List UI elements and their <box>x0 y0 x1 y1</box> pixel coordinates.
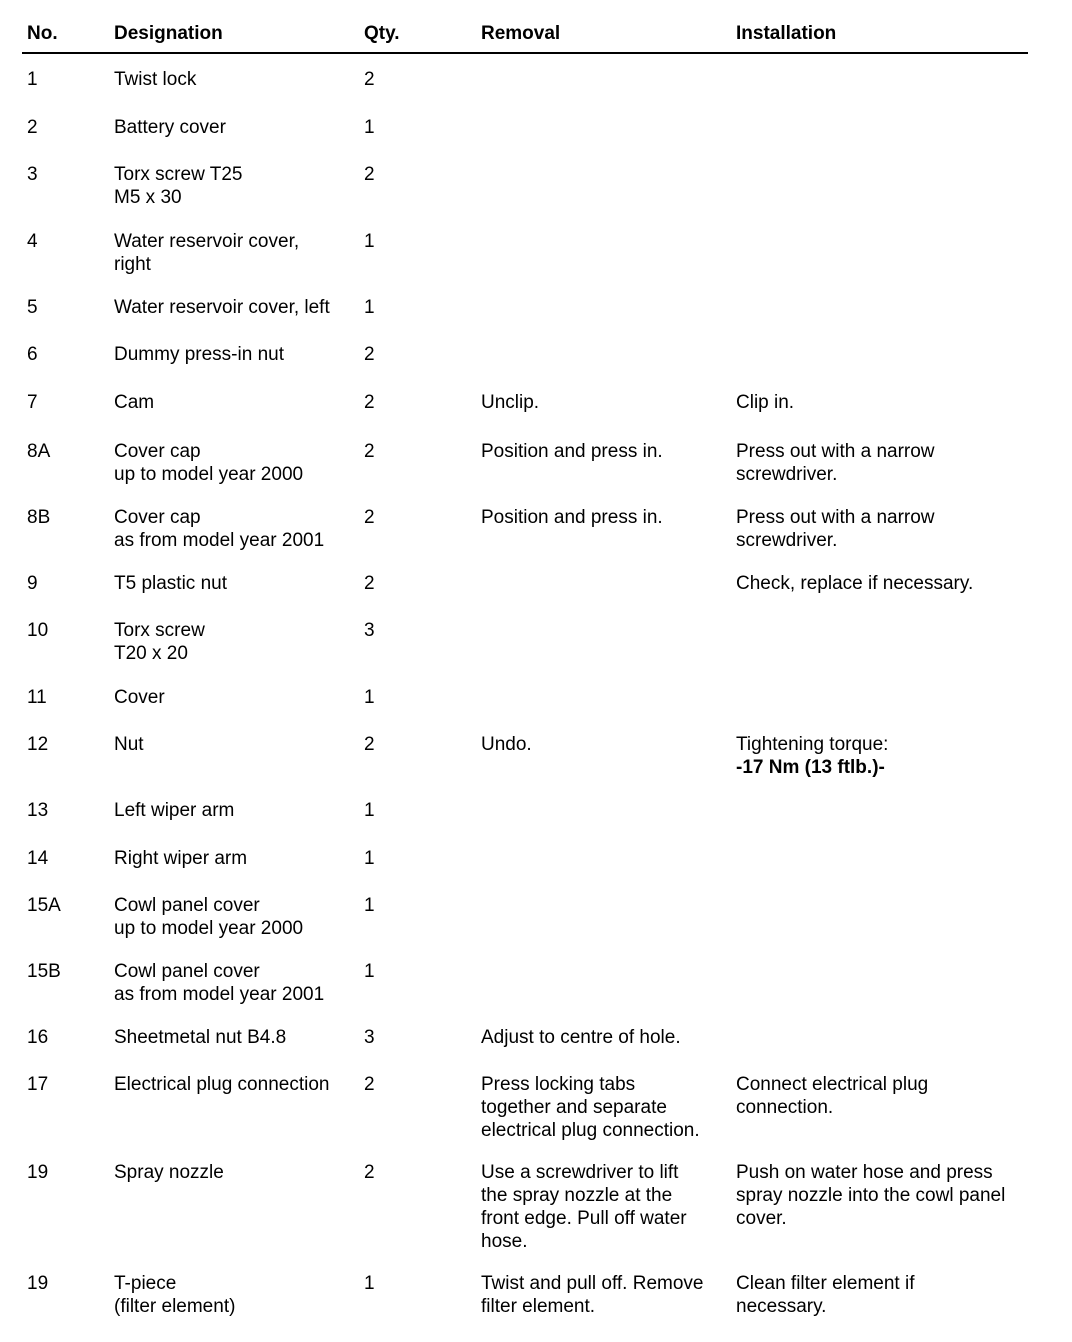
cell-removal: Adjust to centre of hole. <box>481 1027 681 1048</box>
cell-designation: T-piece (filter element) <box>114 1273 236 1317</box>
cell-no: 15A <box>27 895 61 916</box>
cell-installation: Tightening torque: -17 Nm (13 ftlb.)- <box>736 733 1026 779</box>
cell-designation: Cam <box>114 392 155 413</box>
cell-removal: Unclip. <box>481 392 540 413</box>
cell-no: 4 <box>27 231 38 252</box>
cell-no: 12 <box>27 734 49 755</box>
cell-designation: Right wiper arm <box>114 848 248 869</box>
cell-designation: Cover cap up to model year 2000 <box>114 441 304 485</box>
cell-no: 14 <box>27 848 49 869</box>
header-qty: Qty. <box>364 23 400 44</box>
cell-removal: Twist and pull off. Remove filter element. <box>481 1273 704 1317</box>
cell-qty: 2 <box>364 69 375 90</box>
cell-removal: Undo. <box>481 734 532 755</box>
cell-designation: Twist lock <box>114 69 197 90</box>
cell-qty: 1 <box>364 895 375 916</box>
cell-installation: Clean filter element if necessary. <box>736 1273 915 1317</box>
cell-designation: Dummy press-in nut <box>114 344 284 365</box>
cell-no: 10 <box>27 620 49 641</box>
cell-qty: 2 <box>364 573 375 594</box>
cell-removal: Position and press in. <box>481 507 663 528</box>
cell-qty: 2 <box>364 734 375 755</box>
cell-no: 3 <box>27 164 38 185</box>
header-installation: Installation <box>736 23 837 44</box>
cell-installation: Check, replace if necessary. <box>736 573 974 594</box>
cell-qty: 1 <box>364 961 375 982</box>
cell-qty: 2 <box>364 392 375 413</box>
cell-designation: Left wiper arm <box>114 800 235 821</box>
cell-no: 8A <box>27 441 51 462</box>
cell-no: 17 <box>27 1074 49 1095</box>
cell-installation: Press out with a narrow screwdriver. <box>736 441 935 485</box>
cell-removal: Position and press in. <box>481 441 663 462</box>
cell-no: 16 <box>27 1027 49 1048</box>
cell-removal: Press locking tabs together and separate electrical plug connection. <box>481 1074 700 1141</box>
cell-designation: Battery cover <box>114 117 226 138</box>
parts-table <box>22 0 1028 1317</box>
cell-designation: Sheetmetal nut B4.8 <box>114 1027 287 1048</box>
cell-qty: 3 <box>364 620 375 641</box>
cell-removal: Use a screwdriver to lift the spray nozzle at the front edge. Pull off water hose. <box>481 1162 687 1252</box>
cell-no: 6 <box>27 344 38 365</box>
cell-designation: Nut <box>114 734 144 755</box>
cell-qty: 1 <box>364 297 375 318</box>
cell-designation: Water reservoir cover, right <box>114 231 300 275</box>
cell-no: 5 <box>27 297 38 318</box>
cell-no: 15B <box>27 961 61 982</box>
cell-installation: Clip in. <box>736 392 795 413</box>
cell-qty: 1 <box>364 848 375 869</box>
cell-qty: 1 <box>364 687 375 708</box>
cell-installation: Connect electrical plug connection. <box>736 1074 929 1118</box>
cell-no: 8B <box>27 507 51 528</box>
cell-designation: Spray nozzle <box>114 1162 224 1183</box>
cell-designation: Cover <box>114 687 165 708</box>
cell-designation: Torx screw T20 x 20 <box>114 620 205 664</box>
cell-designation: Cowl panel cover as from model year 2001 <box>114 961 325 1005</box>
cell-no: 9 <box>27 573 38 594</box>
header-no: No. <box>27 23 58 44</box>
cell-designation: Torx screw T25 M5 x 30 <box>114 164 243 208</box>
cell-no: 1 <box>27 69 38 90</box>
cell-qty: 3 <box>364 1027 375 1048</box>
cell-no: 19 <box>27 1162 49 1183</box>
cell-no: 19 <box>27 1273 49 1294</box>
cell-designation: Electrical plug connection <box>114 1074 330 1095</box>
cell-qty: 2 <box>364 344 375 365</box>
torque-value: -17 Nm (13 ftlb.)- <box>736 757 885 778</box>
cell-qty: 1 <box>364 1273 375 1294</box>
cell-no: 11 <box>27 687 47 708</box>
table-header <box>22 0 1028 54</box>
cell-qty: 2 <box>364 441 375 462</box>
cell-designation: Cover cap as from model year 2001 <box>114 507 325 551</box>
cell-installation: Press out with a narrow screwdriver. <box>736 507 935 551</box>
cell-qty: 1 <box>364 117 375 138</box>
cell-no: 2 <box>27 117 38 138</box>
cell-no: 13 <box>27 800 49 821</box>
cell-qty: 2 <box>364 507 375 528</box>
cell-qty: 2 <box>364 1074 375 1095</box>
cell-designation: T5 plastic nut <box>114 573 227 594</box>
cell-qty: 2 <box>364 1162 375 1183</box>
header-removal: Removal <box>481 23 561 44</box>
header-designation: Designation <box>114 23 223 44</box>
cell-installation: Push on water hose and press spray nozzle into the cowl panel cover. <box>736 1162 1006 1229</box>
cell-qty: 1 <box>364 231 375 252</box>
cell-designation: Cowl panel cover up to model year 2000 <box>114 895 304 939</box>
cell-qty: 1 <box>364 800 375 821</box>
cell-designation: Water reservoir cover, left <box>114 297 330 318</box>
cell-no: 7 <box>27 392 38 413</box>
cell-qty: 2 <box>364 164 375 185</box>
